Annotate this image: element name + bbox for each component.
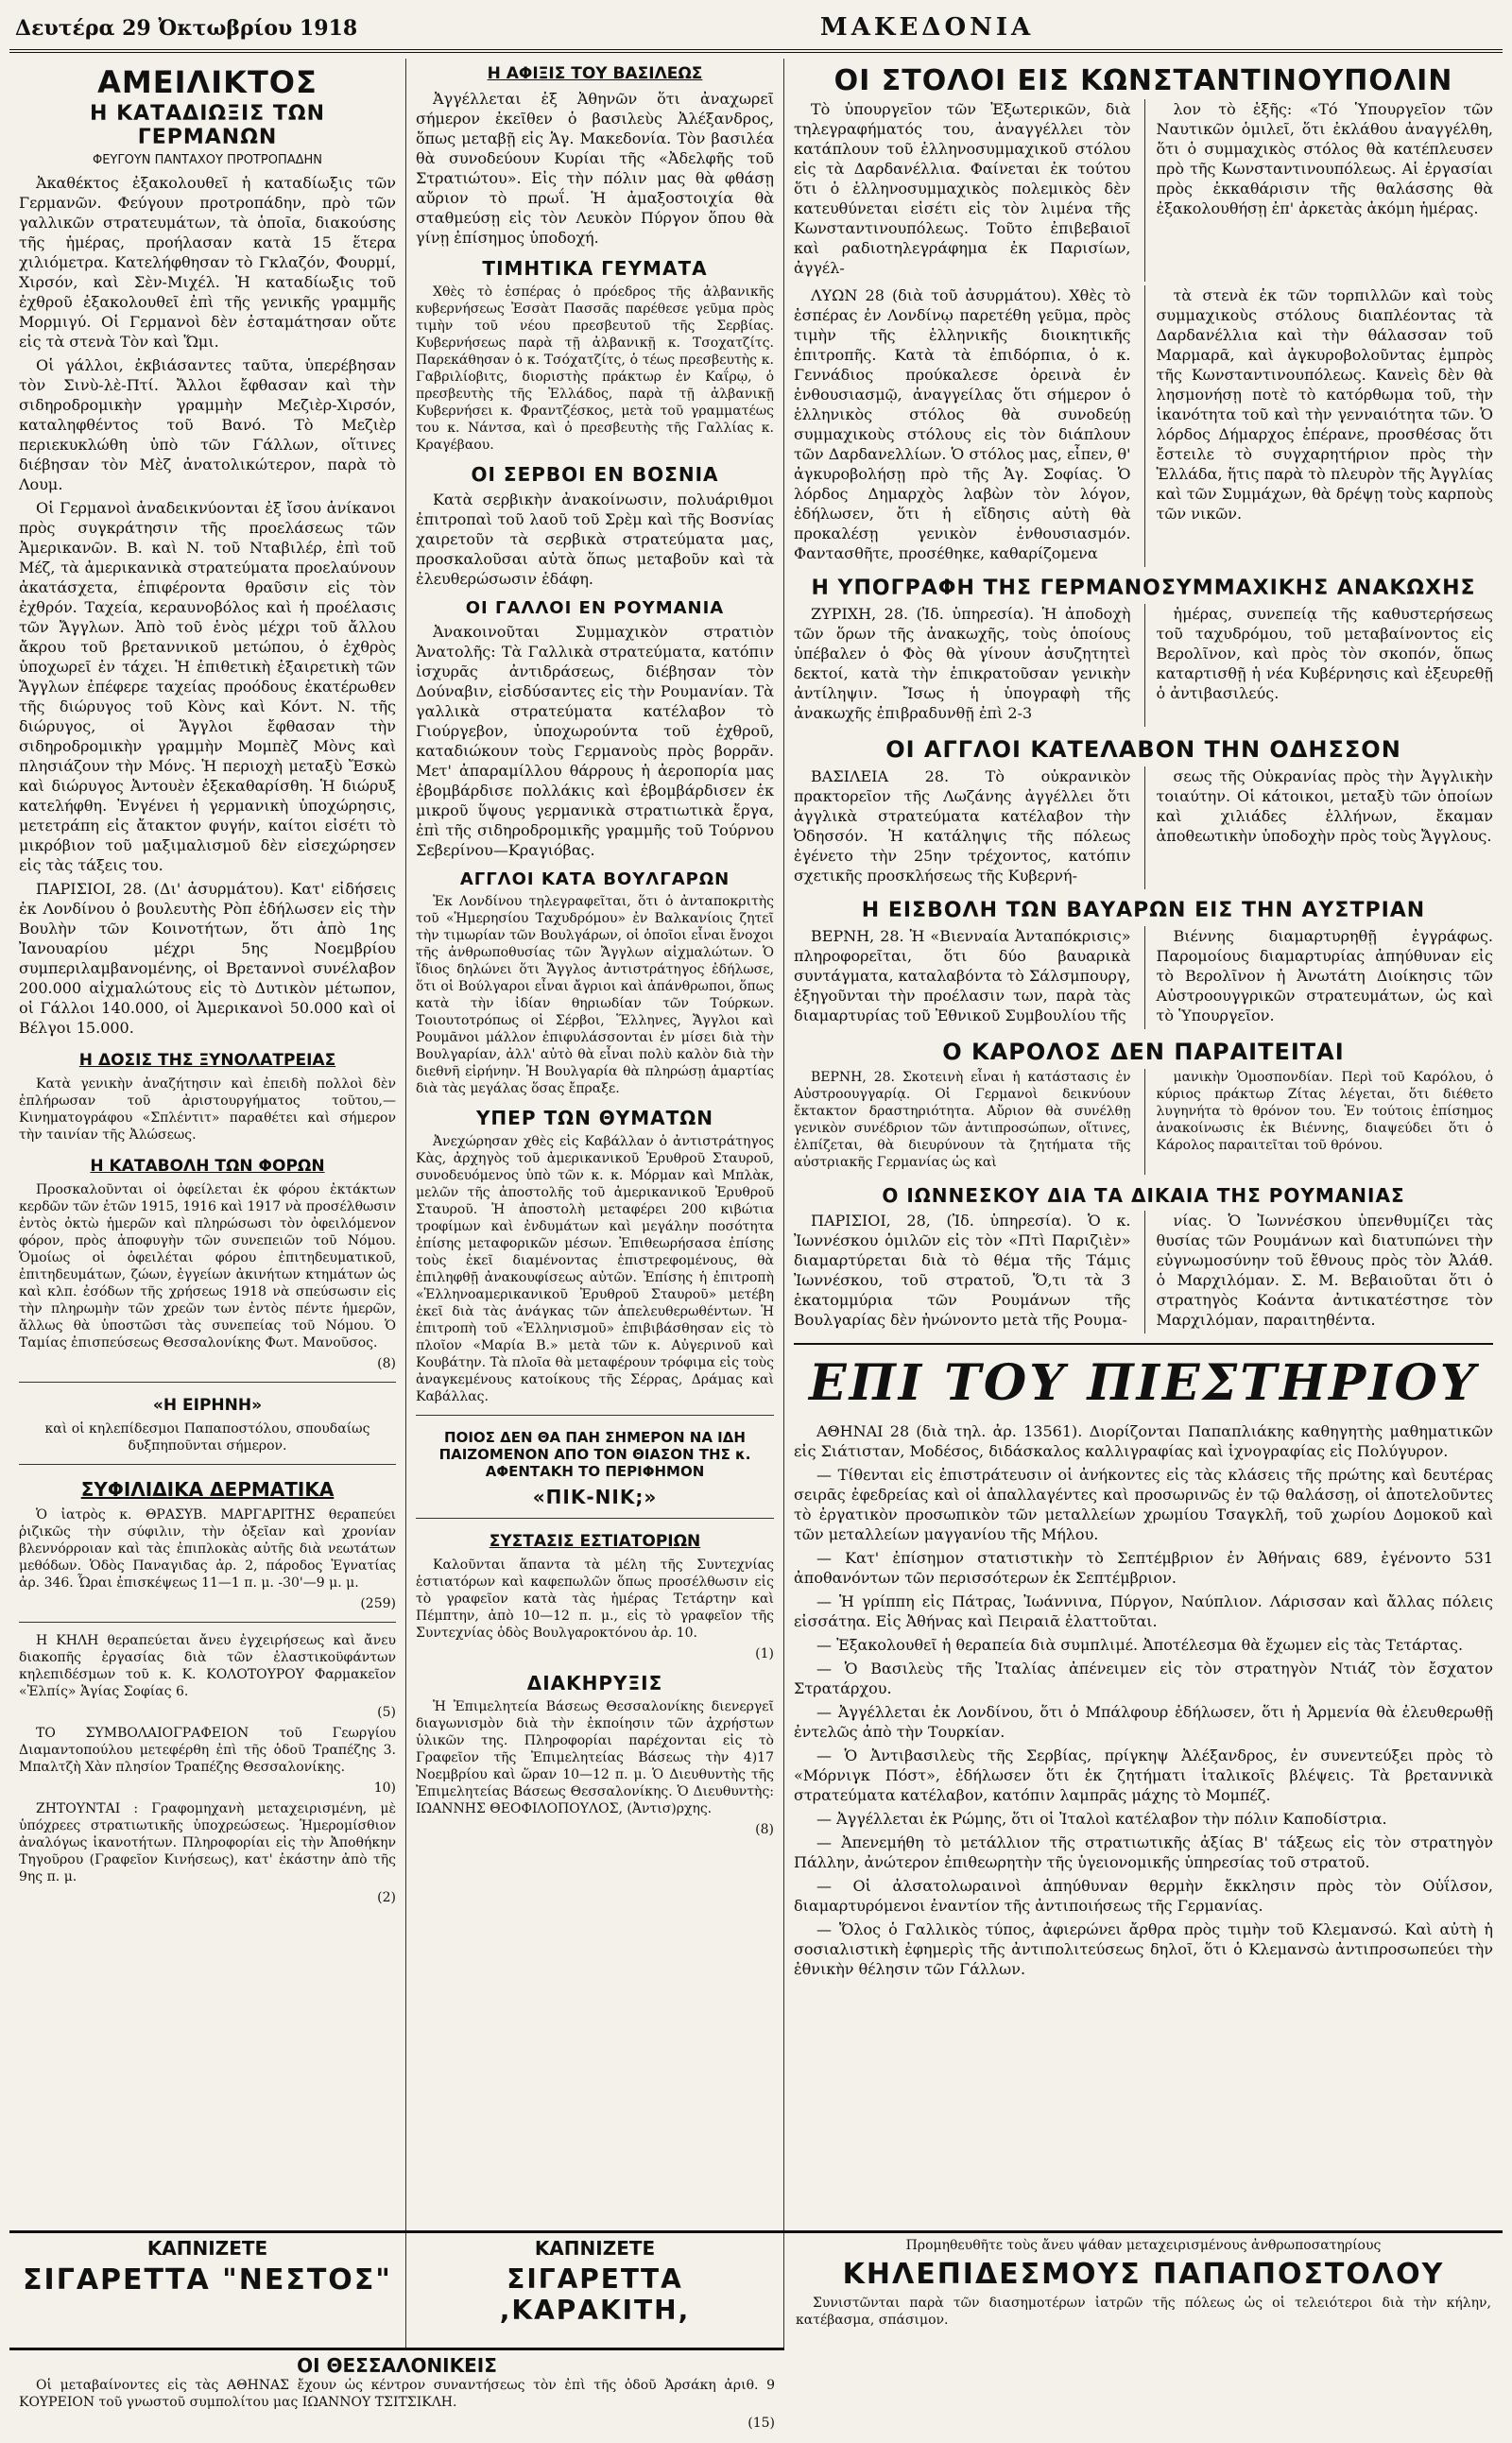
- press-item: — Κατ' ἐπίσημον στατιστικὴν τὸ Σεπτέμβριον ἐν Ἀθήναις 689, ἐγένοντο 531 ἀποθανόντων τῶν περισσότερων ἐκ Σεπτέμβριον.: [794, 1549, 1493, 1587]
- article-odissos: [794, 766, 1493, 889]
- notice-paragraph: καὶ οἱ κηλεπίδεσμοι Παπαποστόλου, σπουδαίως δυξπηποῦνται σήμερον.: [44, 1421, 370, 1454]
- article-paragraph: Χθὲς τὸ ἑσπέρας ὁ πρόεδρος τῆς ἀλβανικῆς κυβερνήσεως Ἐσσὰτ Πασσᾶς παρέθεσε γεῦμα πρὸς τιμὴν τοῦ νέου πρεσβευτοῦ τῆς Σερβίας. Κυβερνήσεως παρὰ τῇ ἀλβανικῇ κ. Τσοχατζίτς. Παρεκάθησαν ὁ κ. Τσόχατζίτς, ὁ τέως πρεσβευτὴς κ. Γαβριλίοβιτς, διοριστὴς πράκτωρ ἐν Καΐρῳ, ὁ πρεσβευτὴς τῆς Ἑλλάδος, παρὰ τῇ ἀλβανικῇ Κυβερνήσει κ. Φραντζέσκος, μετὰ τοῦ γραμματέως του κ. Νάντσα, καὶ ὁ πρεσβευτὴς τῆς Γαλλίας κ. Κραγέβαου.: [416, 284, 774, 453]
- divider: [416, 1415, 774, 1416]
- press-item: — Οἱ ἀλσατολωραινοὶ ἀπηύθυναν θερμὴν ἔκκλησιν πρὸς τὸν Οὐΐλσον, διαμαρτυρόμενοι ἐναντίον τῆς ἀντιποιήσεως τῆς Γερμανίας.: [794, 1877, 1493, 1915]
- article-eisvoli: [794, 926, 1493, 1029]
- heading-katavoli: Η ΚΑΤΑΒΟΛΗ ΤΩΝ ΦΟΡΩΝ: [90, 1157, 325, 1176]
- ad-nestos-main: ΣΙΓΑΡΕΤΤΑ "ΝΕΣΤΟΣ": [23, 2263, 392, 2297]
- article-paragraph: Βιέννης διαμαρτυρηθῇ ἐγγράφως. Παρομοίους διαμαρτυρίας ἀπηύθυναν εἰς τὸ Βερολῖνον ἡ Ἀνωτάτη Διοίκησις τῶν Αὐστροουγγρικῶν στρατευμάτων, ὡς καὶ τὸ Ὑπουργεῖον.: [1156, 927, 1493, 1024]
- issue-date: Δευτέρα 29 Ὀκτωβρίου 1918: [15, 16, 358, 41]
- subhead-fevgoun: ΦΕΥΓΟΥΝ ΠΑΝΤΑΧΟΥ ΠΡΟΤΡΟΠΑΔΗΝ: [92, 153, 323, 167]
- footer-text: Οἱ μεταβαίνοντες εἰς τὰς ΑΘΗΝΑΣ ἔχουν ὡς κέντρον συναντήσεως τὸν ἐπὶ τῆς ὁδοῦ Ἀρσάκη ἀριθ. 9 ΚΟΥΡΕΙΟΝ τοῦ γνωστοῦ συμπολίτου μας ΙΩΑΝΝΟΥ ΤΣΙΤΣΙΚΛΗ.: [19, 2378, 775, 2410]
- article-karolos: [794, 1069, 1493, 1175]
- ad-paragraph: Ὁ ἰατρὸς κ. ΘΡΑΣΥΒ. ΜΑΡΓΑΡΙΤΗΣ θεραπεύει ῥιζικῶς τὴν σύφιλιν, τὴν ὀξεῖαν καὶ χρονίαν βλεννόρροιαν καὶ τὰς ἐπιπλοκὰς αὐτῆς διὰ νεωτάτων μεθόδων. Ὁδὸς Παναγιδας ἀρ. 2, πάροδος Ἐγνατίας ἀρ. 346. Ὧραι ἐπισκέψεως 11—1 π. μ. -30'—9 μ. μ.: [19, 1507, 396, 1591]
- footer-notice: [9, 2348, 784, 2439]
- article-paragraph: Ἀκαθέκτος ἐξακολουθεῖ ἡ καταδίωξις τῶν Γερμανῶν. Φεύγουν προτροπάδην, πρὸ τῶν γαλλικῶν στρατευμάτων, τὰ ὁποῖα, διακούσης τῆς ἡμέρας, προήλασαν κατὰ 15 ἕτερα χιλιόμετρα. Κατελήφθησαν τὸ Γκλαζόν, Φουρμί, Χιρσόν, καὶ Σὲν-Μιχέλ. Ἡ καταδίωξις τοῦ ἐχθροῦ ἐξακολουθεῖ ἐπὶ τῆς γενικῆς γραμμῆς Μορμιγύ. Οἱ Γερμανοὶ δὲν ἐσταμάτησαν οὔτε εἰς τὰ στενὰ Τὸν καὶ Ὥμι.: [19, 174, 396, 351]
- press-items: [794, 1421, 1493, 1979]
- article-paragraph: Κατὰ σερβικὴν ἀνακοίνωσιν, πολυάριθμοι ἐπιτροπαὶ τοῦ λαοῦ τοῦ Σρὲμ καὶ τῆς Βοσνίας χαιρετοῦν τὰ σερβικὰ στρατεύματα μας, προσκαλοῦσαι αὐτὰ ὅπως μεταβοῦν καὶ τὰ ἐλευθερώσωσιν ἐδάφη.: [416, 490, 774, 588]
- press-item: — Ὁ Ἀντιβασιλεὺς τῆς Σερβίας, πρίγκηψ Ἀλέξανδρος, ἐν συνεντεύξει πρὸς τὸ «Μόρνιγκ Πόστ», ἐδήλωσεν ὅτι ἐκ ζητήματι ἰταλικοῖς βλέψεις. Τὰ βρεταννικὰ στρατεύματα κατέλαβον, κατόπιν λαμπρᾶς μάχης τὸ Μομπέζ.: [794, 1746, 1493, 1804]
- press-item: — Ὅλος ὁ Γαλλικὸς τύπος, ἀφιερώνει ἄρθρα πρὸς τιμὴν τοῦ Κλεμανσώ. Καὶ αὐτὴ ἡ σοσιαλιστικὴ ἐφημερὶς τῆς ἀντιπολιτεύσεως δηλοῖ, ὅτι ὁ Κλεμανσὼ ἀντιπροσωπεύει τὴν ἐθνικὴν θέλησιν τῶν Γάλλων.: [794, 1920, 1493, 1978]
- ads-row: [9, 2230, 1503, 2336]
- ad-number: (2): [377, 1890, 396, 1905]
- article-paragraph: ΒΕΡΝΗ, 28. Σκοτεινὴ εἶναι ἡ κατάστασις ἐν Αὐστροουγγαρίᾳ. Οἱ Γερμανοὶ δεικνύουν ἔκτακτον δραστηριότητα. Αὔριον θὰ συνέλθῃ γενικὸν συνέδριον τῶν ἀντιπροσώπων, οἵτινες, ἐλπίζεται, θὰ διευρύνουν τὰ ζητήματα τῆς αὐστριακῆς Γερμανίας ὡς καὶ: [794, 1070, 1131, 1170]
- heading-syfilidika: ΣΥΦΙΛΙΔΙΚΑ ΔΕΡΜΑΤΙΚΑ: [80, 1478, 335, 1501]
- press-item: — Τίθενται εἰς ἐπιστράτευσιν οἱ ἀνήκοντες εἰς τὰς κλάσεις τῆς πρώτης καὶ δευτέρας σειρᾶς ἐφεδρείας καὶ οἱ ἀπαλλαγέντες καὶ προσωρινῶς ἐν τῷ θαλάσσῃ, οἱ ἀποτελοῦντες τὸ ἐργατικὸν προσωπικὸν τῶν μεταλλείων χρωμίου Τσαγκλῆ, τοῦ χωρίου Δομοκοῦ καὶ τῶν μεταλλείων μαγγανίου τῆς Μήλου.: [794, 1466, 1493, 1543]
- press-item: — Ἀπενεμήθη τὸ μετάλλιον τῆς στρατιωτικῆς ἀξίας Β' τάξεως εἰς τὸν στρατηγὸν Πάλλην, ἀνώτερον ἐπιθεωρητὴν τῆς ὑγειονομικῆς ὑπηρεσίας τοῦ στρατοῦ.: [794, 1833, 1493, 1871]
- heading-ypografi: Η ΥΠΟΓΡΑΦΗ ΤΗΣ ΓΕΡΜΑΝΟΣΥΜΜΑΧΙΚΗΣ ΑΝΑΚΩΧΗΣ: [811, 576, 1476, 600]
- ad-nestos-top: ΚΑΠΝΙΖΕΤΕ: [146, 2237, 268, 2260]
- press-item: — Ἀγγέλλεται ἐκ Λονδίνου, ὅτι ὁ Μπάλφουρ ἐδήλωσεν, ὅτι ἡ Ἀρμενία θὰ ἐλευθερωθῇ ἐντελῶς ἀπὸ τὴν Τουρκίαν.: [794, 1703, 1493, 1741]
- article-paragraph: Οἱ γάλλοι, ἐκβιάσαντες ταῦτα, ὑπερέβησαν τὸν Σινὺ-λὲ-Πτί. Ἄλλοι ἔφθασαν καὶ τὴν σιδηροδρομικὴν γραμμὴν Μεζιὲρ-Χιρσόν, καταληφθέντος τοῦ Βανό. Τὸ Μεζιὲρ περιεκυκλώθη ὑπὸ τῶν Γάλλων, οἵτινες διέβησαν τὸν Μὲζ ἀνατολικώτερον, παρὰ τὸ Λουμ.: [19, 356, 396, 493]
- press-item: — Ὁ Βασιλεὺς τῆς Ἰταλίας ἀπένειμεν εἰς τὸν στρατηγὸν Ντιάζ τὸν ἔσχατον Στρατάρχου.: [794, 1660, 1493, 1697]
- heading-serboi: ΟΙ ΣΕΡΒΟΙ ΕΝ ΒΟΣΝΙΑ: [471, 463, 719, 486]
- ad-karakiti-top: ΚΑΠΝΙΖΕΤΕ: [534, 2237, 656, 2260]
- ad-number: (5): [377, 1705, 396, 1720]
- column-3: [784, 59, 1503, 2402]
- article-paragraph: ΛΥΩΝ 28 (διὰ τοῦ ἀσυρμάτου). Χθὲς τὸ ἑσπέρας ἐν Λονδίνῳ παρετέθη γεῦμα, πρὸς τιμὴν τῆς ἑλληνικῆς διοικητικῆς ἐπιτροπῆς. Κατὰ τὰ ἐπιδόρπια, ὁ κ. Γεννάδιος προύκαλεσε ὀρεινὰ ἐν ἐνθουσιασμῷ, ἀναγγείλας ὅτι σήμερον ὁ ἑλληνικὸς στόλος θὰ συνοδεύῃ συμμαχικοὺς στόλους εἰς τὸν διάπλουν τῶν Δαρδανελλίων. Ὁ στόλος μας, εἶπεν, θ' ἀγκυροβολήσῃ πρὸ τῆς Ἁγ. Σοφίας. Ὁ λόρδος Δημαρχὸς λαβὼν τὸν λόγον, ἐδήλωσεν, ὅτι ἡ εἴδησις αὐτὴ θὰ προκαλέσῃ γενικὸν ἐνθουσιασμόν. Φαντασθῆτε, προσέθηκε, καθαρίζομενα: [794, 286, 1131, 562]
- press-item: ΑΘΗΝΑΙ 28 (διὰ τηλ. ἀρ. 13561). Διορίζονται Παπαπλιάκης καθηγητὴς μαθηματικῶν εἰς Σιάτισταν, Μοδέσος, διδάσκαλος καλλιγραφίας καὶ ἰχνογραφίας εἰς Πολύγυρον.: [794, 1422, 1493, 1460]
- heading-diakiryxis: ΔΙΑΚΗΡΥΞΙΣ: [526, 1672, 663, 1695]
- headline-ameiliktos: ΑΜΕΙΛΙΚΤΟΣ: [97, 64, 318, 100]
- ad-paragraph: ΖΗΤΟΥΝΤΑΙ : Γραφομηχανὴ μεταχειρισμένη, μὲ ὑπόχρεες στρατιωτικῆς ὑποχρεώσεως. Ἡμερομίσθιον ἀναλόγως ἱκανοτήτων. Πληροφορίαι εἰς τὴν Ἀποθήκην Τηγοῦρου (Γραφεῖον Κινήσεως), κατ' ἑκάστην ἀπὸ τῆς 9ης π. μ.: [19, 1801, 396, 1884]
- notice-paragraph: Κατὰ γενικὴν ἀναζήτησιν καὶ ἐπειδὴ πολλοὶ δὲν ἐπλήρωσαν τοῦ ἀριστουργήματος τοῦτου,— Κινηματογράφου «Σπλέντιτ» παραθέτει καὶ σήμερον τὴν ταινίαν τῆς Ἀλώσεως.: [19, 1076, 396, 1143]
- heading-eirini: «Η ΕΙΡΗΝΗ»: [152, 1396, 263, 1415]
- footer-number: (15): [747, 2416, 775, 2431]
- heading-piestiriou: ΕΠΙ ΤΟΥ ΠΙΕΣΤΗΡΙΟΥ: [809, 1354, 1478, 1412]
- notice-number: (8): [755, 1822, 774, 1837]
- article-paragraph: λον τὸ ἑξῆς: «Τό Ὑπουργεῖον τῶν Ναυτικῶν ὁμιλεῖ, ὅτι ἐκλάθου ἀναγγέλθη, ὅτι ὁ συμμαχικὸς στόλος θὰ κατέπλευσεν πρὸ τῆς Κωνσταντινουπόλεως. Αἱ ἐργασίαι πρὸς ἐκκαθάρισιν τῆς θαλάσσης θὰ ἐξακολουθήσῃ ἐπ' ἀρκετὰς ἀκόμη ἡμέρας.: [1156, 100, 1493, 217]
- press-item: — Ἀγγέλλεται ἐκ Ρώμης, ὅτι οἱ Ἰταλοὶ κατέλαβον τὴν πόλιν Καποδίστρια.: [816, 1810, 1387, 1828]
- heading-pikniк-promo: ΠΟΙΟΣ ΔΕΝ ΘΑ ΠΑΗ ΣΗΜΕΡΟΝ ΝΑ ΙΔΗ ΠΑΙΖΟΜΕΝΟΝ ΑΠΟ ΤΟΝ ΘΙΑΣΟΝ ΤΗΣ κ. ΑΦΕΝΤΑΚΗ ΤΟ ΠΕΡΙΦΗΜΟΝ: [438, 1429, 751, 1480]
- press-item: — Ἐξακολουθεῖ ἡ θεραπεία διὰ συμπλιμέ. Ἀποτέλεσμα θὰ ἔχωμεν εἰς τὰς Τετάρτας.: [816, 1636, 1464, 1654]
- article-paragraph: Ἐκ Λονδίνου τηλεγραφεῖται, ὅτι ὁ ἀνταποκριτὴς τοῦ «Ἡμερησίου Ταχυδρόμου» ἐν Βαλκανίοις ζητεῖ τὴν τιμωρίαν τῶν Βουλγάρων, οἱ ὁποῖοι εἶναι ἔνοχοι τῆς ἀνθρωποθυσίας τῶν Ἄγγλων αἰχμαλώτων. Ὁ ἴδιος δηλώνει ὅτι Ἄγγλος ἀντιστράτηγος ἐδήλωσε, ὅτι οἱ Βούλγαροι εἶναι ἄγριοι καὶ ἀπάνθρωποι, ὅπως κατὰ τὴν ἰδίαν θηριωδίαν τῶν Τούρκων. Τοιουτοτρόπως οἱ Σέρβοι, Ἕλληνες, Ἄγγλοι καὶ Ρουμᾶνοι μάλλον ἐπιφυλάσσονται ἐν μίσει διὰ τὴν Βουλγαρίαν, ἀλλ' αὐτὸ θὰ εἶναι πολὺ καλὸν διὰ τὴν διεθνῆ εἰρήνην. Ἡ Βουλγαρία θὰ πληρώσῃ ἁμαρτίας διὰ τὰς μεγάλας ὅσας ἔπραξε.: [416, 894, 774, 1096]
- column-1: [9, 59, 406, 2402]
- heading-piknik: «ΠΙΚ-ΝΙΚ;»: [532, 1486, 658, 1508]
- ad-kilepidesmoi-main: ΚΗΛΕΠΙΔΕΣΜΟΥΣ ΠΑΠΑΠΟΣΤΟΛΟΥ: [842, 2258, 1445, 2291]
- article-paragraph: νίας. Ὁ Ἰωννέσκου ὑπενθυμίζει τὰς θυσίας τῶν Ρουμάνων καὶ διατυπώνει τὴν εὐγνωμοσύνην τοῦ ἔθνους πρὸς τὸν Ἀλάθ. ὁ Μαρχιλόμαν. Σ. Μ. Βεβαιοῦται ὅτι ὁ στρατηγὸς Κοάντα ἀντικατέστησε τὸν Μαρχιλόμαν, παραιτηθέντα.: [1156, 1212, 1493, 1329]
- article-paragraph: Ἀνεχώρησαν χθὲς εἰς Καβάλλαν ὁ ἀντιστράτηγος Κὰς, ἀρχηγὸς τοῦ ἀμερικανικοῦ Ἐρυθροῦ Σταυροῦ, συνοδευόμενος ὑπὸ τῶν κ. κ. Μόρμαν καὶ Μπλὰκ, μελῶν τῆς ἀποστολῆς τοῦ ἀμερικανικοῦ Ἐρυθροῦ Σταυροῦ. Ἡ ἀποστολὴ μεταφέρει 200 κιβώτια τροφίμων καὶ ἐνδυμάτων καὶ μεγάλην ποσότητα ἐπίσης μεταφορικῶν μέσων. Ἐπιθεωρήσασα ἐπίσης τοὺς ἐκεῖ διαμένοντας ἐπιστρεφομένους, θὰ ἐπιληφθῇ ἀνακουφίσεως αὐτῶν. Ἐπίσης ἡ ἐπιτροπὴ «Ἑλληνοαμερικανικοῦ Ἐρυθροῦ Σταυροῦ» μετέβη ἐκεῖ διὰ τὰς ἀνάγκας τῶν ἀπελευθερωθέντων. Ἡ ἐπιτροπὴ τοῦ «Ἑλληνισμοῦ» ἐπιβιβάσθησαν εἰς τὸ πλοῖον «Μαρία Β.» μετὰ τῶν κ. Αὐγερινοῦ καὶ Κουβάτην. Τὰ πλοῖα θὰ μεταφέρουν τρόφιμα εἰς τοὺς ἀναγκεμένους κατοίκους τῆς Σέρρας, Δράμας καὶ Καβάλλας.: [416, 1134, 774, 1404]
- ad-karakiti: [406, 2233, 784, 2336]
- heading-afixis: Η ΑΦΙΞΙΣ ΤΟΥ ΒΑΣΙΛΕΩΣ: [487, 64, 703, 83]
- heading-galloi: ΟΙ ΓΑΛΛΟΙ ΕΝ ΡΟΥΜΑΝΙΑ: [465, 598, 725, 618]
- article-lyon: [794, 285, 1493, 567]
- divider: [794, 1343, 1493, 1345]
- heading-aggloi: ΑΓΓΛΟΙ ΚΑΤΑ ΒΟΥΛΓΑΡΩΝ: [459, 869, 730, 889]
- press-item: — Ἡ γρίππη εἰς Πάτρας, Ἰωάννινα, Πύργον, Ναύπλιον. Λάρισσαν καὶ ἄλλας πόλεις εἰσσάτηα. Εἰς Ἀθήνας καὶ Πειραιᾶ ἐλαττοῦται.: [794, 1592, 1493, 1630]
- heading-dosis: Η ΔΟΣΙΣ ΤΗΣ ΞΥΝΟΛΑΤΡΕΙΑΣ: [78, 1051, 336, 1070]
- article-paragraph: Τὸ ὑπουργεῖον τῶν Ἐξωτερικῶν, διὰ τηλεγραφήματός του, ἀναγγέλλει τὸν κατάπλουν τοῦ ἑλληνοσυμμαχικοῦ στόλου εἰς τὰ Δαρδανέλλια. Φαίνεται ἐκ τούτου ὅτι ὁ ἑλληνοσυμμαχικὸς πολεμικὸς δὲν κατευθύνεται εἰσέτι εἰς τὸν λιμένα τῆς Κωνσταντινουπόλεως. Τοῦτο ἐπιβεβαιοῖ καὶ ραδιοτηλεγράφημα ἐκ Παρισίων, ἀγγέλ-: [794, 100, 1131, 277]
- article-paragraph: τὰ στενὰ ἐκ τῶν τορπιλλῶν καὶ τοὺς συμμαχικοὺς στόλους διαπλέοντας τὰ Δαρδανέλλια καὶ τὴν θάλασσαν τοῦ Μαρμαρᾶ, καὶ ἀγκυροβολοῦντας ἐμπρὸς τῆς Κωνσταντινουπόλεως. Κανεὶς δὲν θὰ λησμονήσῃ ποτὲ τὸ κατόρθωμα τοῦ, τὴν ἱκανότητα τοῦ καὶ τὴν γενναιότητα τῶν. Ὁ λόρδος Δήμαρχος ἐπέρανε, προσθέσας ὅτι ἔστειλε τὸ συγχαρητήριον πρὸς τὴν Ἑλλάδα, ἥτις παρὰ τὸ πλευρὸν τῆς Ἀγγλίας καὶ τῶν Συμμάχων, θὰ δρέψῃ τοὺς καρποὺς τῶν νικῶν.: [1156, 286, 1493, 523]
- article-paragraph: ΠΑΡΙΣΙΟΙ, 28. (Δι' ἀσυρμάτου). Κατ' εἰδήσεις ἐκ Λονδίνου ὁ βουλευτὴς Ρὸπ ἐδήλωσεν εἰς τὴν Βουλὴν τῶν Κοινοτήτων, ὅτι ἀπὸ 1ης Ἰανουαρίου μέχρι 5ης Νοεμβρίου συμπεριλαμβανομένης, οἱ Βρεταννοὶ συνέλαβον 200.000 αἰχμαλώτους εἰς τὸ Δυτικὸν μέτωπον, οἱ Γάλλοι 140.000, οἱ Ἀμερικανοὶ 50.000 καὶ οἱ Βέλγοι 15.000.: [19, 880, 396, 1037]
- ad-kilepidesmoi-text: Συνιστῶνται παρὰ τῶν διασημοτέρων ἰατρῶν τῆς πόλεως ὡς οἱ τελειότεροι διὰ τὴν κήλην, κατέβασμα, σπάσιμον.: [796, 2296, 1491, 2328]
- ad-number: 10): [373, 1781, 396, 1796]
- heading-karolos: Ο ΚΑΡΟΛΟΣ ΔΕΝ ΠΑΡΑΙΤΕΙΤΑΙ: [942, 1039, 1345, 1065]
- newspaper-title: ΜΑΚΕΔΟΝΙΑ: [819, 13, 1035, 42]
- article-stoloi: [794, 99, 1493, 282]
- columns: [9, 59, 1503, 2402]
- ad-kilepidesmoi-top: Προμηθευθῆτε τοὺς ἄνευ ψάθαν μεταχειρισμένους ἀνθρωποσατηρίους: [905, 2238, 1382, 2253]
- article-paragraph: ΖΥΡΙΧΗ, 28. (Ἰδ. ὑπηρεσία). Ἡ ἀποδοχὴ τῶν ὅρων τῆς ἀνακωχῆς, τοὺς ὁποίους ὑπέβαλεν ὁ Φὸς θὰ γίνουν ἀσυζητητεὶ δεκτοί, κατὰ τὴν ἐπικρατοῦσαν γενικὴν ἀντίληψιν. Ἴσως ἡ ὑπογραφὴ τῆς ἀνακωχῆς ἐπιβραδυνθῇ ἐπὶ 2-3: [794, 605, 1131, 722]
- column-2: [406, 59, 784, 2402]
- article-paragraph: Οἱ Γερμανοὶ ἀναδεικνύονται ἐξ ἴσου ἀνίκανοι πρὸς συγκράτησιν τῆς προελάσεως τῶν Ἀμερικανῶν. Β. καὶ Ν. τοῦ Νταβιλέρ, ἐπὶ τοῦ Μέζ, τὰ ἀμερικανικὰ στρατεύματα προελαύνουν ἀκατάσχετα, ἐπιφέροντα θραῦσιν εἰς τὸν ἐχθρόν. Ταχεία, κεραυνοβόλος καὶ ἡ προέλασις τῶν Ἄγγλων. Ἀπὸ τοῦ ἑνὸς μέχρι τοῦ ἄλλου ἄκρου τοῦ βρεταννικοῦ μετώπου, ὁ ἐχθρὸς ὑποχωρεῖ ἐν τάχει. Ἡ ἐπιθετικὴ ἐξαιρετικὴ τῶν Ἄγγλων ἐπέφερε ταχείας προόδους ἑκατέρωθεν τῆς διώρυγος τοῦ Κὸνς καὶ Κόντ. Ν. τῆς διώρυγος, οἱ Ἄγγλοι ἔφθασαν τὴν σιδηροδρομικὴν γραμμὴν Μομπὲζ Μὸνς καὶ πλησιάζουν τὴν Μόνς. Ἡ περιοχὴ μεταξὺ Ἔσκὼ καὶ διώρυγος Ἀντουὲν ἐξεκαθαρίσθη. Ἡ διώρυξ κατελήφθη. Ἐνγένει ἡ γερμανικὴ ὑποχώρησις, μετετράπη εἰς ἄτακτον φυγήν, καίτοι εἰσέτι τὸ μικρόβιον τοῦ μαξιμαλισμοῦ δὲν εἰσεχώρησεν εἰς τὰς τάξεις του.: [19, 499, 396, 874]
- heading-thymaton: ΥΠΕΡ ΤΩΝ ΘΥΜΑΤΩΝ: [475, 1107, 714, 1129]
- ad-paragraph: Η ΚΗΛΗ θεραπεύεται ἄνευ ἐγχειρήσεως καὶ ἄνευ διακοπῆς ἐργασίας διὰ τῶν ἐλαστικοϋφάντων κηλεπιδέσμων τοῦ κ. Κ. ΚΟΛΟΤΟΥΡΟΥ Φαρμακεῖον «Ἐλπίς» Ἁγίας Σοφίας 6.: [19, 1633, 396, 1699]
- article-ypografi: [794, 604, 1493, 727]
- footer-title: ΟΙ ΘΕΣΣΑΛΟΝΙΚΕΙΣ: [297, 2354, 497, 2377]
- notice-number: (8): [377, 1356, 396, 1371]
- notice-paragraph: Καλοῦνται ἅπαντα τὰ μέλη τῆς Συντεχνίας ἑστιατόρων καὶ καφεπωλῶν ὅπως προσέλθωσιν εἰς τὸ γραφεῖον κατὰ τὰς ἡμέρας Τετάρτην καὶ Πέμπτην, ἀπὸ 10—12 π. μ., εἰς τὸ γραφεῖον τῆς Συντεχνίας ὁδὸς Βουλγαροκτόνου ἀρ. 10.: [416, 1557, 774, 1641]
- divider: [19, 1464, 396, 1465]
- headline-katadioxis: Η ΚΑΤΑΔΙΩΞΙΣ ΤΩΝ ΓΕΡΜΑΝΩΝ: [90, 102, 325, 149]
- article-paragraph: Ἀνακοινοῦται Συμμαχικὸν στρατιὸν Ἀνατολῆς: Τὰ Γαλλικὰ στρατεύματα, κατόπιν ἰσχυρᾶς ἀντιδράσεως, διέβησαν τὸν Δούναβιν, εἰσδύσαντες εἰς τὴν Ρουμανίαν. Τὰ γαλλικὰ στρατεύματα κατέλαβον τὸ Γιούργεβον, ὑποχωρούντα τοῦ ἐχθροῦ, καταδιώκουν τοὺς Γερμανοὺς πρὸς βορρᾶν. Μετ' ἀπαραμίλλου θάρρους ἡ ἀεροπορία μας ἐβομβάρδισε πολλάκις καὶ ἐβομβάρδισεν ἐκ μικροῦ ὕψους γερμανικὰ στρατιωτικὰ ἔργα, ἐπὶ τῆς σιδηροδρομικῆς γραμμῆς τοῦ Τούρνου Σεβερίνου—Κραγιόβας.: [416, 623, 774, 859]
- ad-kilepidesmoi: [784, 2233, 1503, 2336]
- article-paragraph: ΒΕΡΝΗ, 28. Ἡ «Βιενναία Ἀνταπόκρισις» πληροφορεῖται, ὅτι δύο βαυαρικὰ συντάγματα, καταλαβόντα τὸ Σάλσμπουργ, ἐξηγοῦνται τὴν προέλασιν των, παρὰ τὰς διαμαρτυρίας τοῦ Ἐθνικοῦ Συμβουλίου τῆς: [794, 927, 1131, 1024]
- divider: [19, 1622, 396, 1623]
- divider: [416, 1518, 774, 1519]
- heading-eisvoli: Η ΕΙΣΒΟΛΗ ΤΩΝ ΒΑΥΑΡΩΝ ΕΙΣ ΤΗΝ ΑΥΣΤΡΙΑΝ: [861, 899, 1426, 922]
- divider: [19, 1382, 396, 1383]
- masthead: [9, 9, 1503, 53]
- ad-paragraph: ΤΟ ΣΥΜΒΟΛΑΙΟΓΡΑΦΕΙΟΝ τοῦ Γεωργίου Διαμαντοπούλου μετεφέρθη ἐπὶ τῆς ὁδοῦ Τραπέζης 3. Μπαλτζὴ Χὰν πλησίον Τραπέζης Θεσσαλονίκης.: [19, 1726, 396, 1775]
- heading-odissos: ΟΙ ΑΓΓΛΟΙ ΚΑΤΕΛΑΒΟΝ ΤΗΝ ΟΔΗΣΣΟΝ: [885, 736, 1401, 763]
- article-paragraph: μανικὴν Ὁμοσπονδίαν. Περὶ τοῦ Καρόλου, ὁ κύριος πράκτωρ Ζίτας λέγεται, ὅτι διέθετο λυγηνήτα τὸ θρόνον του. Ἐν τούτοις ἐπίσημος ἀνακοίνωσις ἐκ Βιέννης, διαψεύδει ὅτι ὁ Κάρολος παραιτεῖται τοῦ θρόνου.: [1156, 1070, 1493, 1153]
- notice-paragraph: Προσκαλοῦνται οἱ ὀφείλεται ἐκ φόρου ἐκτάκτων κερδῶν τῶν ἐτῶν 1915, 1916 καὶ 1917 νὰ προσέλθωσιν ἐντὸς ὀκτὼ ἡμερῶν καὶ πληρώσωσι τὸν ὀφειλόμενον φόρον, πρὸς ἀποφυγὴν τῶν συνεπειῶν τοῦ Νόμου. Ὁμοίως οἱ ὀφειλέται φόρου ἐπιτηδευματικοῦ, ἐπιτηδευμάτων, ζώων, ἐγγείων ἀκινήτων κτημάτων ὡς καὶ κλπ. ἐσόδων τῆς χρήσεως 1918 νὰ σπεύσωσιν εἰς τὴν πληρωμὴν τῶν χρεῶν των ἐντὸς πέντε ἡμερῶν, ἄλλως θὰ ὑποστῶσι τὰς συνεπείας τοῦ Νόμου. Ὁ Ταμίας ἐπισπεύσεως Θεσσαλονίκης Φωτ. Μανοῦσος.: [19, 1182, 396, 1351]
- ad-number: (259): [360, 1596, 396, 1611]
- heading-timitika: ΤΙΜΗΤΙΚΑ ΓΕΥΜΑΤΑ: [482, 257, 708, 280]
- article-paragraph: ΒΑΣΙΛΕΙΑ 28. Τὸ οὐκρανικὸν πρακτορεῖον τῆς Λωζάνης ἀγγέλλει ὅτι ἀγγλικὰ στρατεύματα κατέλαβον τὴν Ὀδησσόν. Ἡ κατάληψις τῆς πόλεως ἐγένετο τὴν 25ην τρέχοντος, κατόπιν σχετικῆς προσκλήσεως τῆς Κυβερνή-: [794, 767, 1131, 885]
- ad-nestos: [9, 2233, 406, 2336]
- article-ionneskou: [794, 1211, 1493, 1333]
- notice-number: (1): [755, 1646, 774, 1661]
- headline-stoloi: ΟΙ ΣΤΟΛΟΙ ΕΙΣ ΚΩΝΣΤΑΝΤΙΝΟΥΠΟΛΙΝ: [833, 64, 1453, 97]
- heading-ionneskou: Ο ΙΩΝΝΕΣΚΟΥ ΔΙΑ ΤΑ ΔΙΚΑΙΑ ΤΗΣ ΡΟΥΜΑΝΙΑΣ: [882, 1184, 1405, 1207]
- article-paragraph: ἡμέρας, συνεπείᾳ τῆς καθυστερήσεως τοῦ ταχυδρόμου, τοῦ μεταβαίνοντος εἰς Βερολῖνον, καὶ πρὸς τὸν σκοπόν, ὅπως καταρτισθῇ ἡ νέα Κυβέρνησις καὶ ἐξευρεθῇ ὁ ἀντιβασιλεύς.: [1156, 605, 1493, 702]
- article-paragraph: Ἀγγέλλεται ἐξ Ἀθηνῶν ὅτι ἀναχωρεῖ σήμερον ἐκεῖθεν ὁ βασιλεὺς Ἀλέξανδρος, ὅπως μεταβῇ εἰς Ἁγ. Μακεδονία. Τὸν βασιλέα θὰ συνοδεύουν Κυρίαι τῆς «Ἀδελφῆς τοῦ Στρατιώτου». Εἰς τὴν πόλιν μας θὰ φθάσῃ αὔριον τὸ πρωΐ. Ἡ ἀμαξοστοιχία θὰ σταθμεύσῃ εἰς τὸν Λευκὸν Πύργον ὅπου θὰ γίνῃ ἐπίσημος ὑποδοχή.: [416, 90, 774, 247]
- newspaper-page: [9, 9, 1503, 2431]
- article-paragraph: ΠΑΡΙΣΙΟΙ, 28, (Ἰδ. ὑπηρεσία). Ὁ κ. Ἰωννέσκου ὁμιλῶν εἰς τὸν «Πτὶ Παριζιὲν» διαμαρτύρεται διὰ τὸ θέμα τῆς Τάμις Ἰωννέσκου, τοῦ στρατοῦ, Ὅ,τι τὰ 3 ἑκατομμύρια τῶν Ρουμάνων τῆς Βουλγαρίας δὲν ἠνώνοντο μετὰ τῆς Ρουμα-: [794, 1212, 1131, 1329]
- article-paragraph: σεως τῆς Οὐκρανίας πρὸς τὴν Ἀγγλικὴν τοιαύτην. Οἱ κάτοικοι, μεταξὺ τῶν ὁποίων καὶ χιλιάδες ἑλλήνων, ἔκαμαν ἀποθεωτικὴν ὑποδοχὴν πρὸς τοὺς Ἄγγλους.: [1156, 767, 1493, 845]
- heading-systasis: ΣΥΣΤΑΣΙΣ ΕΣΤΙΑΤΟΡΙΩΝ: [489, 1532, 701, 1551]
- notice-paragraph: Ἡ Ἐπιμελητεία Βάσεως Θεσσαλονίκης διενεργεῖ διαγωνισμὸν διὰ τὴν ἐκποίησιν τῶν ἀχρήστων ὑλικῶν της. Πληροφορίαι παρέχονται εἰς τὸ Γραφεῖον τῆς Ἐπιμελητείας Βάσεως τὴν 4)17 Νοεμβρίου καὶ ὥραν 10—12 π. μ. Ὁ Διευθυντὴς τῆς Ἐπιμελητείας Βάσεως Θεσσαλονίκης. Ὁ Διευθυντὴς: ΙΩΑΝΝΗΣ ΘΕΟΦΙΛΟΠΟΥΛΟΣ, (Ἀντισ)ρχης.: [416, 1699, 774, 1816]
- ad-karakiti-main: ΣΙΓΑΡΕΤΤΑ ,ΚΑΡΑΚΙΤΗ,: [499, 2263, 691, 2326]
